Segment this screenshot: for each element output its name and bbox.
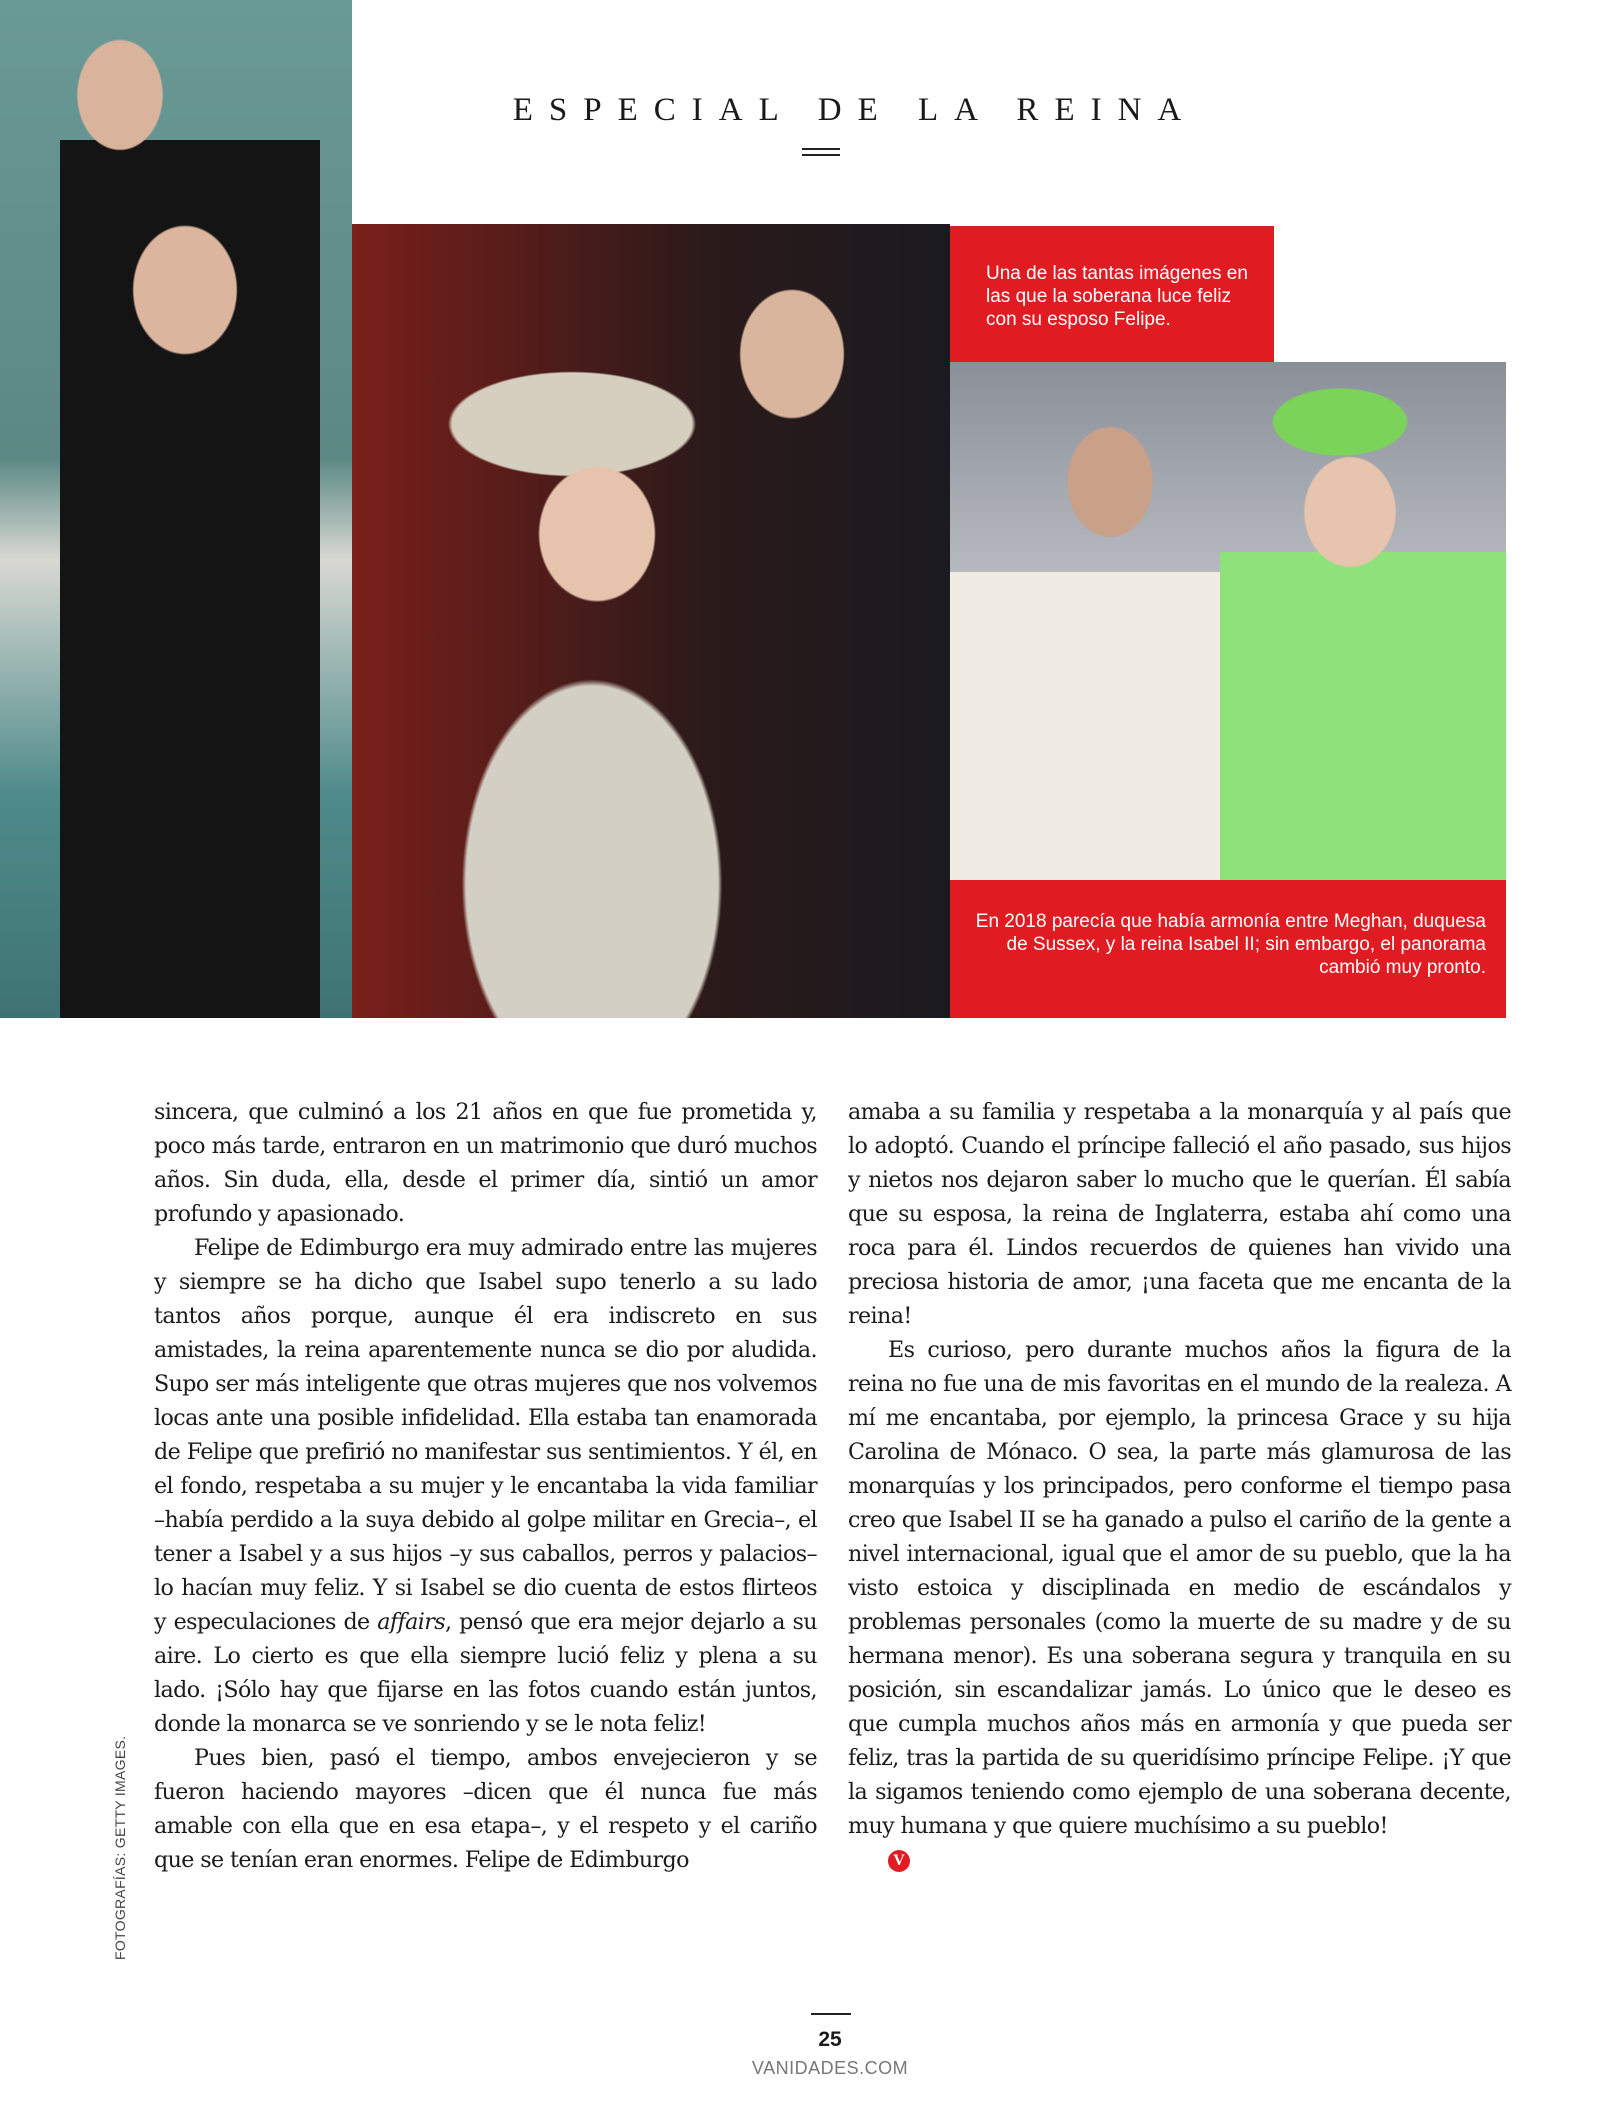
- paragraph: amaba a su familia y respetaba a la monarquía y al país que lo adoptó. Cuando el príncipe falleció el año pasado, sus hijos y nietos nos dejaron saber lo mucho que le querían. Él sabía que su esposa, la reina de Inglaterra, estaba ahí como una roca para él. Lindos recuerdos de quienes han vivido una preciosa historia de amor, ¡una faceta que me encanta de la reina!: [848, 1099, 1511, 1329]
- header-rule-top: [802, 148, 840, 150]
- photo-queen-and-meghan: [950, 362, 1506, 880]
- section-header: ESPECIAL DE LA REINA: [512, 92, 1198, 128]
- photo-queen-and-philip: [352, 224, 950, 1018]
- page-number: 25: [818, 2028, 842, 2051]
- article-column-right: [848, 1095, 1511, 1877]
- photo-credit: FOTOGRAFÍAS: GETTY IMAGES.: [112, 1735, 128, 1960]
- paragraph: Es curioso, pero durante muchos años la figura de la reina no fue una de mis favoritas en el mundo de la realeza. A mí me encantaba, por ejemplo, la princesa Grace y su hija Carolina de Mónaco. O sea, la parte más glamurosa de las monarquías y los principados, pero conforme el tiempo pasa creo que Isabel II se ha ganado a pulso el cariño de la gente a nivel internacional, igual que el amor de su pueblo, que la ha visto estoica y disciplinada en medio de escándalos y problemas personales (como la muerte de su madre y de su hermana menor). Es una soberana segura y tranquila en su posición, sin escandalizar jamás. Lo único que le deseo es que cumpla muchos años más en armonía y que pueda ser feliz, tras la partida de su queridísimo príncipe Felipe. ¡Y que la sigamos teniendo como ejemplo de una soberana decente, muy humana y que quiere muchísimo a su pueblo!: [848, 1337, 1511, 1839]
- caption-bottom: En 2018 parecía que había armonía entre Meghan, duquesa de Sussex, y la reina Isabel II; sin embargo, el panorama cambió muy pronto.: [950, 880, 1506, 1018]
- paragraph-text: Felipe de Edimburgo era muy admirado entre las mujeres y siempre se ha dicho que Isabel supo tenerlo a su lado tantos años porque, aunque él era indiscreto en sus amistades, la reina aparentemente nunca se dio por aludida. Supo ser más inteligente que otras mujeres que nos volvemos locas ante una posible infidelidad. Ella estaba tan enamorada de Felipe que prefirió no manifestar sus sentimientos. Y él, en el fondo, respetaba a su mujer y le encantaba la vida familiar –había perdido a la suya debido al golpe militar en Grecia–, el tener a Isabel y a sus hijos –y sus caballos, perros y palacios– lo hacían muy feliz. Y si Isabel se dio cuenta de estos flirteos y especulaciones de: [154, 1235, 817, 1635]
- paragraph: sincera, que culminó a los 21 años en que fue prometida y, poco más tarde, entraron en un matrimonio que duró muchos años. Sin duda, ella, desde el primer día, sintió un amor profundo y apasionado.: [154, 1099, 817, 1227]
- website-url: VANIDADES.COM: [751, 2058, 909, 2078]
- vanidades-logo-icon: V: [888, 1850, 910, 1872]
- end-mark-line: [848, 1843, 1511, 1877]
- article-column-left: [154, 1095, 817, 1877]
- header-rule-bottom: [802, 154, 840, 156]
- footer-rule: [811, 2013, 851, 2015]
- paragraph: Pues bien, pasó el tiempo, ambos envejecieron y se fueron haciendo mayores –dicen que él nunca fue más amable con ella que en esa etapa–, y el respeto y el cariño que se tenían eran enormes. Felipe de Edimburgo: [154, 1745, 817, 1873]
- italic-term: affairs: [377, 1609, 446, 1635]
- paragraph-text: , pensó que era mejor dejarlo a su aire. Lo cierto es que ella siempre lució feliz y plena a su lado. ¡Sólo hay que fijarse en las fotos cuando están juntos, donde la monarca se ve sonriendo y se le nota feliz!: [154, 1609, 817, 1737]
- caption-top: Una de las tantas imágenes en las que la soberana luce feliz con su esposo Felipe.: [950, 226, 1274, 362]
- photo-prince-philip-family: [0, 0, 352, 1018]
- paragraph: [154, 1231, 817, 1741]
